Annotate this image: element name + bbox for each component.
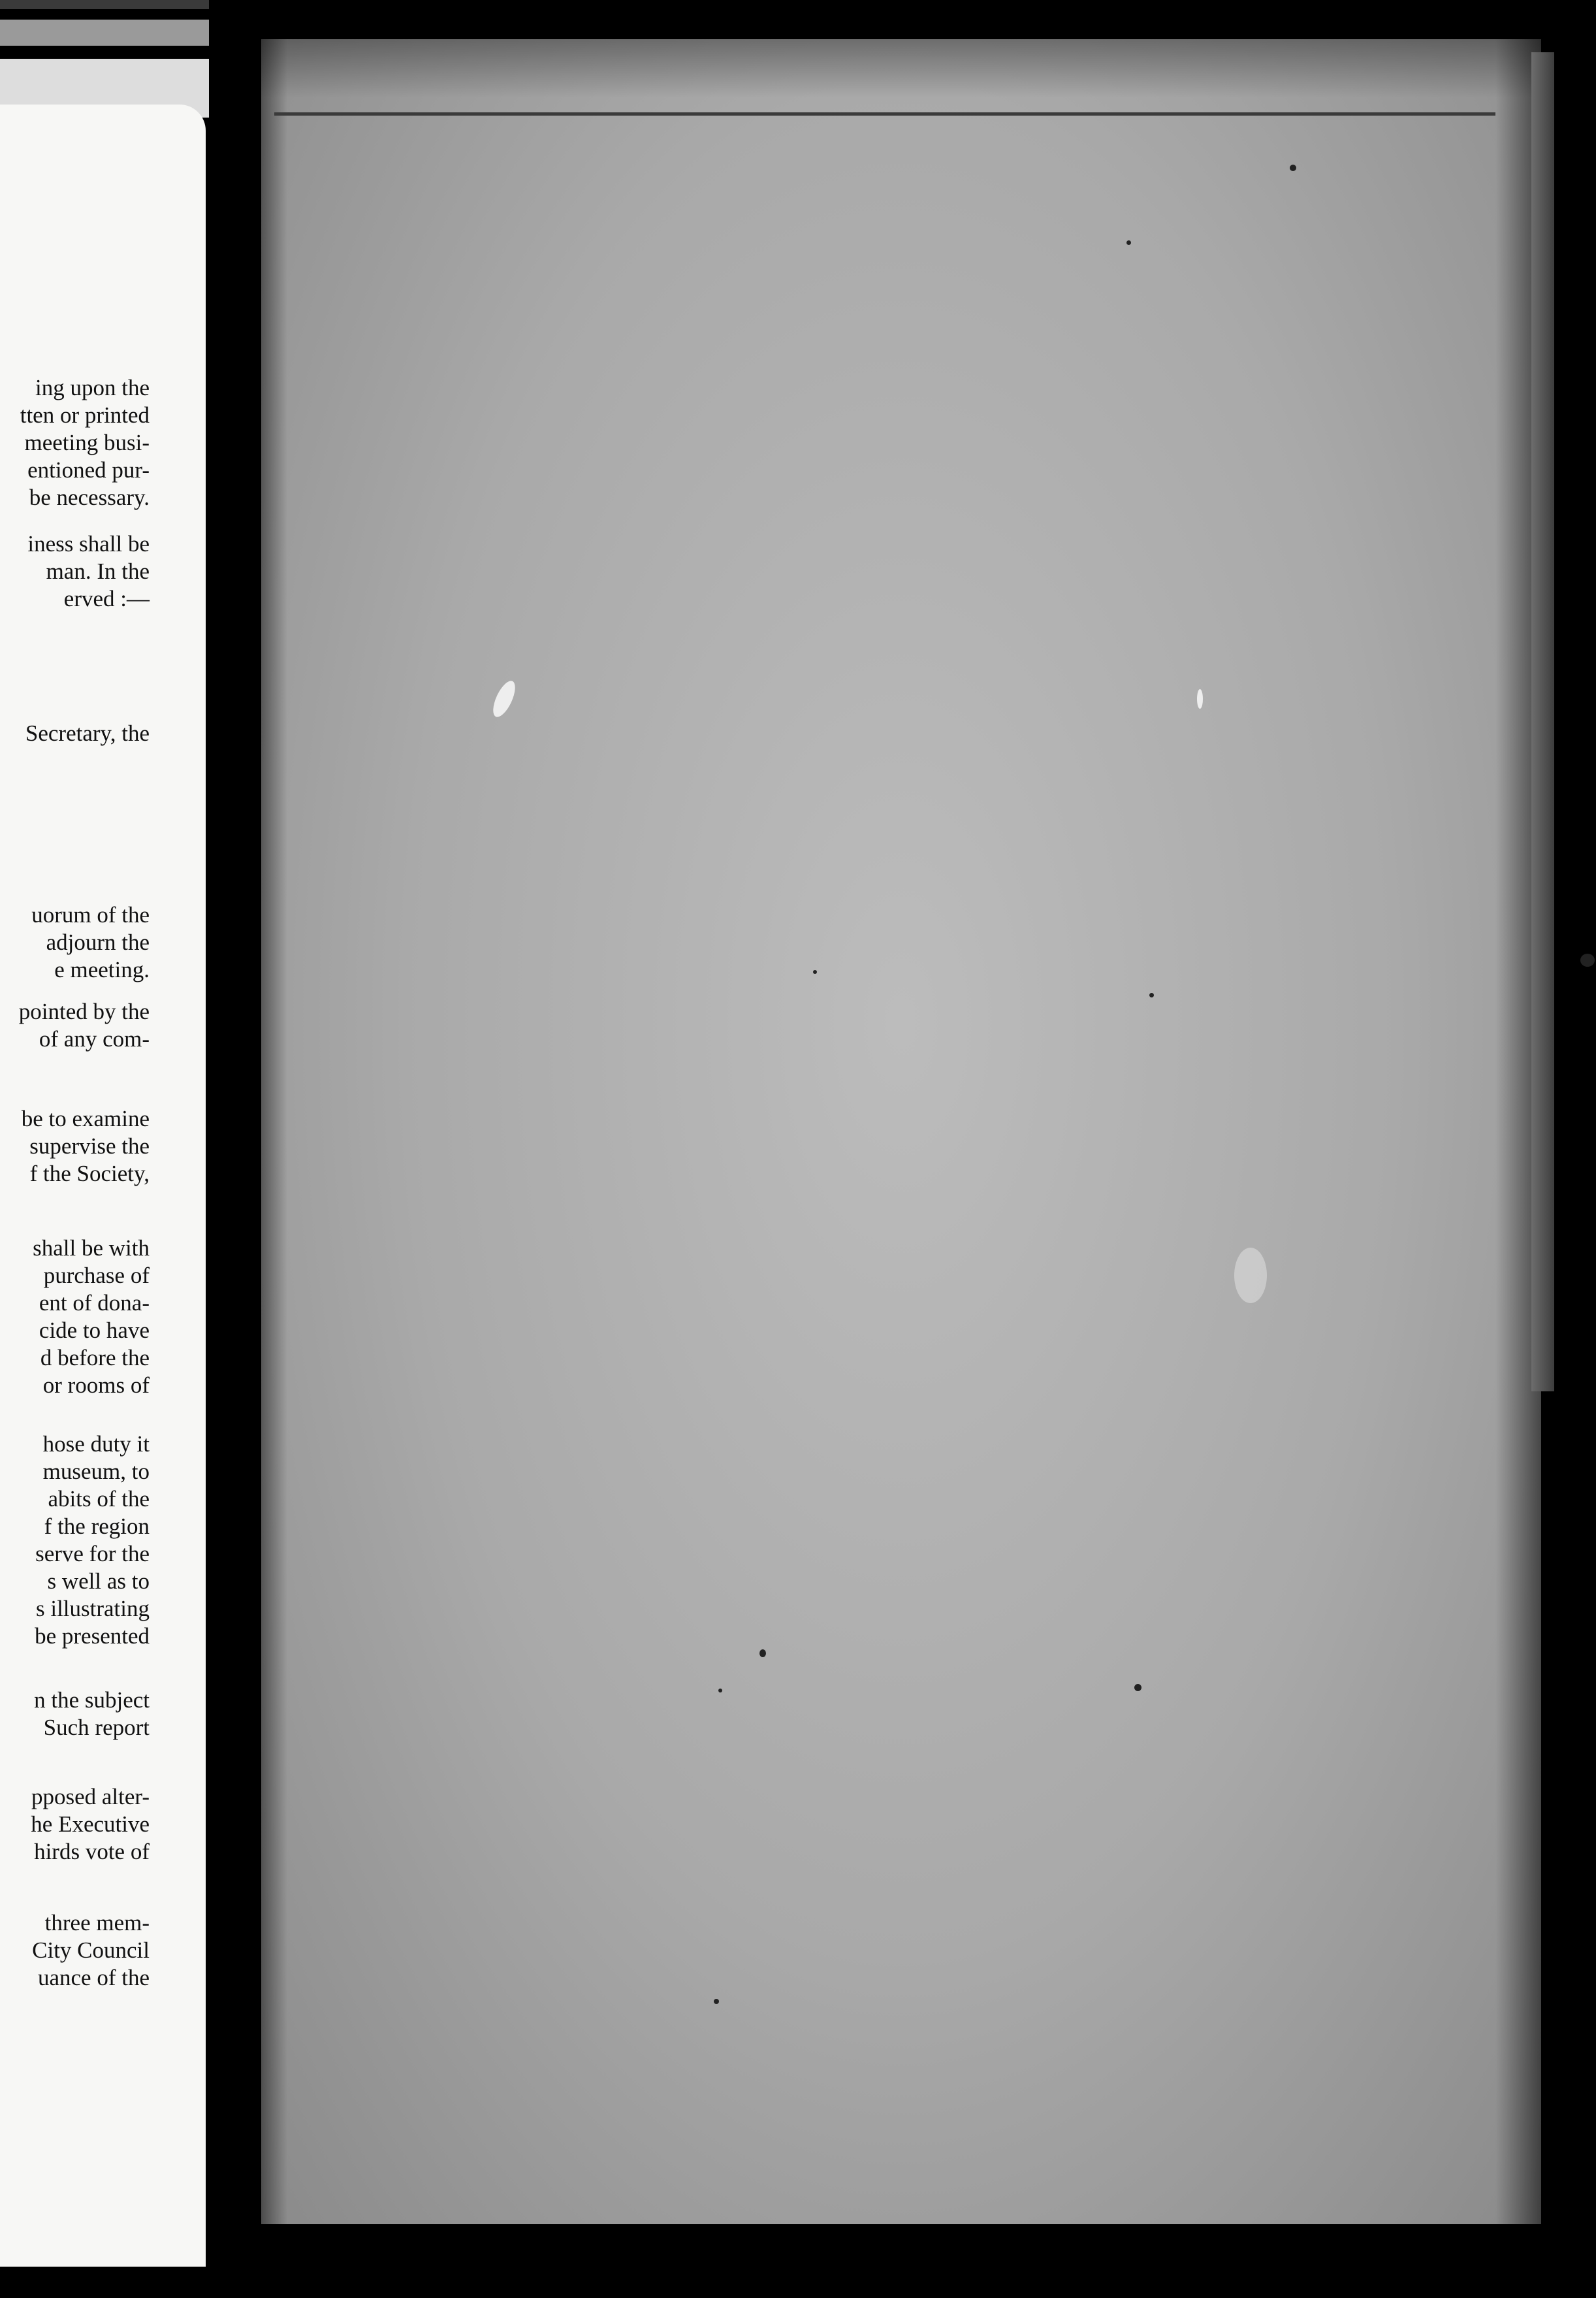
text-line: s illustrating [35,1596,150,1621]
speck [1290,165,1296,171]
text-line: man. In the [46,558,150,584]
text-line: Such report [43,1715,150,1740]
speck [1580,954,1595,967]
text-line: hirds vote of [34,1839,150,1864]
text-line: entioned pur- [27,457,150,483]
speck [1134,1684,1141,1691]
text-line: meeting busi- [24,430,150,455]
board-top-line [274,112,1495,116]
speck [718,1689,722,1692]
text-group-10 [31,1783,150,1866]
text-line: d before the [40,1345,150,1370]
text-line: pposed alter- [31,1784,150,1809]
text-line: s well as to [47,1568,150,1594]
text-line: pointed by the [18,999,150,1024]
text-line: e meeting. [54,957,150,982]
text-line: ing upon the [35,375,150,400]
text-group-9 [34,1687,150,1741]
text-group-8 [35,1431,150,1650]
speck [1149,993,1154,997]
text-line: Secretary, the [25,720,150,746]
text-line: cide to have [39,1318,150,1343]
text-line: hose duty it [42,1431,150,1457]
fleck [1197,689,1203,709]
text-line: three mem- [44,1910,150,1935]
text-line: f the Society, [29,1161,150,1186]
text-group-1 [20,374,150,511]
text-line: adjourn the [46,930,150,955]
speck [759,1649,766,1657]
text-group-6 [22,1105,150,1188]
speck [714,1999,719,2004]
text-group-3 [25,720,150,747]
speck [813,970,817,974]
text-group-2 [27,530,150,613]
text-line: he Executive [31,1811,150,1837]
text-line: uorum of the [31,902,150,928]
text-line: City Council [32,1937,150,1963]
text-line: abits of the [48,1486,150,1512]
text-group-5 [19,998,150,1053]
text-line: be presented [35,1623,150,1649]
text-line: ent of dona- [39,1290,150,1316]
gray-board [261,39,1541,2224]
text-line: f the region [44,1513,150,1539]
text-line: museum, to [42,1459,150,1484]
text-line: erved :— [63,586,150,611]
speck [1126,240,1131,245]
text-line: be necessary. [29,485,150,510]
text-group-11 [32,1909,150,1992]
left-page [0,105,206,2267]
text-line: shall be with [33,1235,150,1261]
text-line: purchase of [43,1263,150,1288]
text-line: or rooms of [42,1372,150,1398]
text-line: serve for the [35,1541,150,1566]
text-line: be to examine [21,1106,150,1131]
top-left-strip [0,0,209,118]
text-group-7 [33,1235,150,1399]
text-group-4 [31,901,150,984]
text-line: tten or printed [20,402,150,428]
text-line: uance of the [37,1965,150,1990]
text-line: iness shall be [27,531,150,557]
board-right-edge [1531,52,1554,1391]
text-line: n the subject [34,1687,150,1713]
text-line: of any com- [39,1026,150,1052]
fleck [1234,1248,1267,1303]
text-line: supervise the [29,1133,150,1159]
